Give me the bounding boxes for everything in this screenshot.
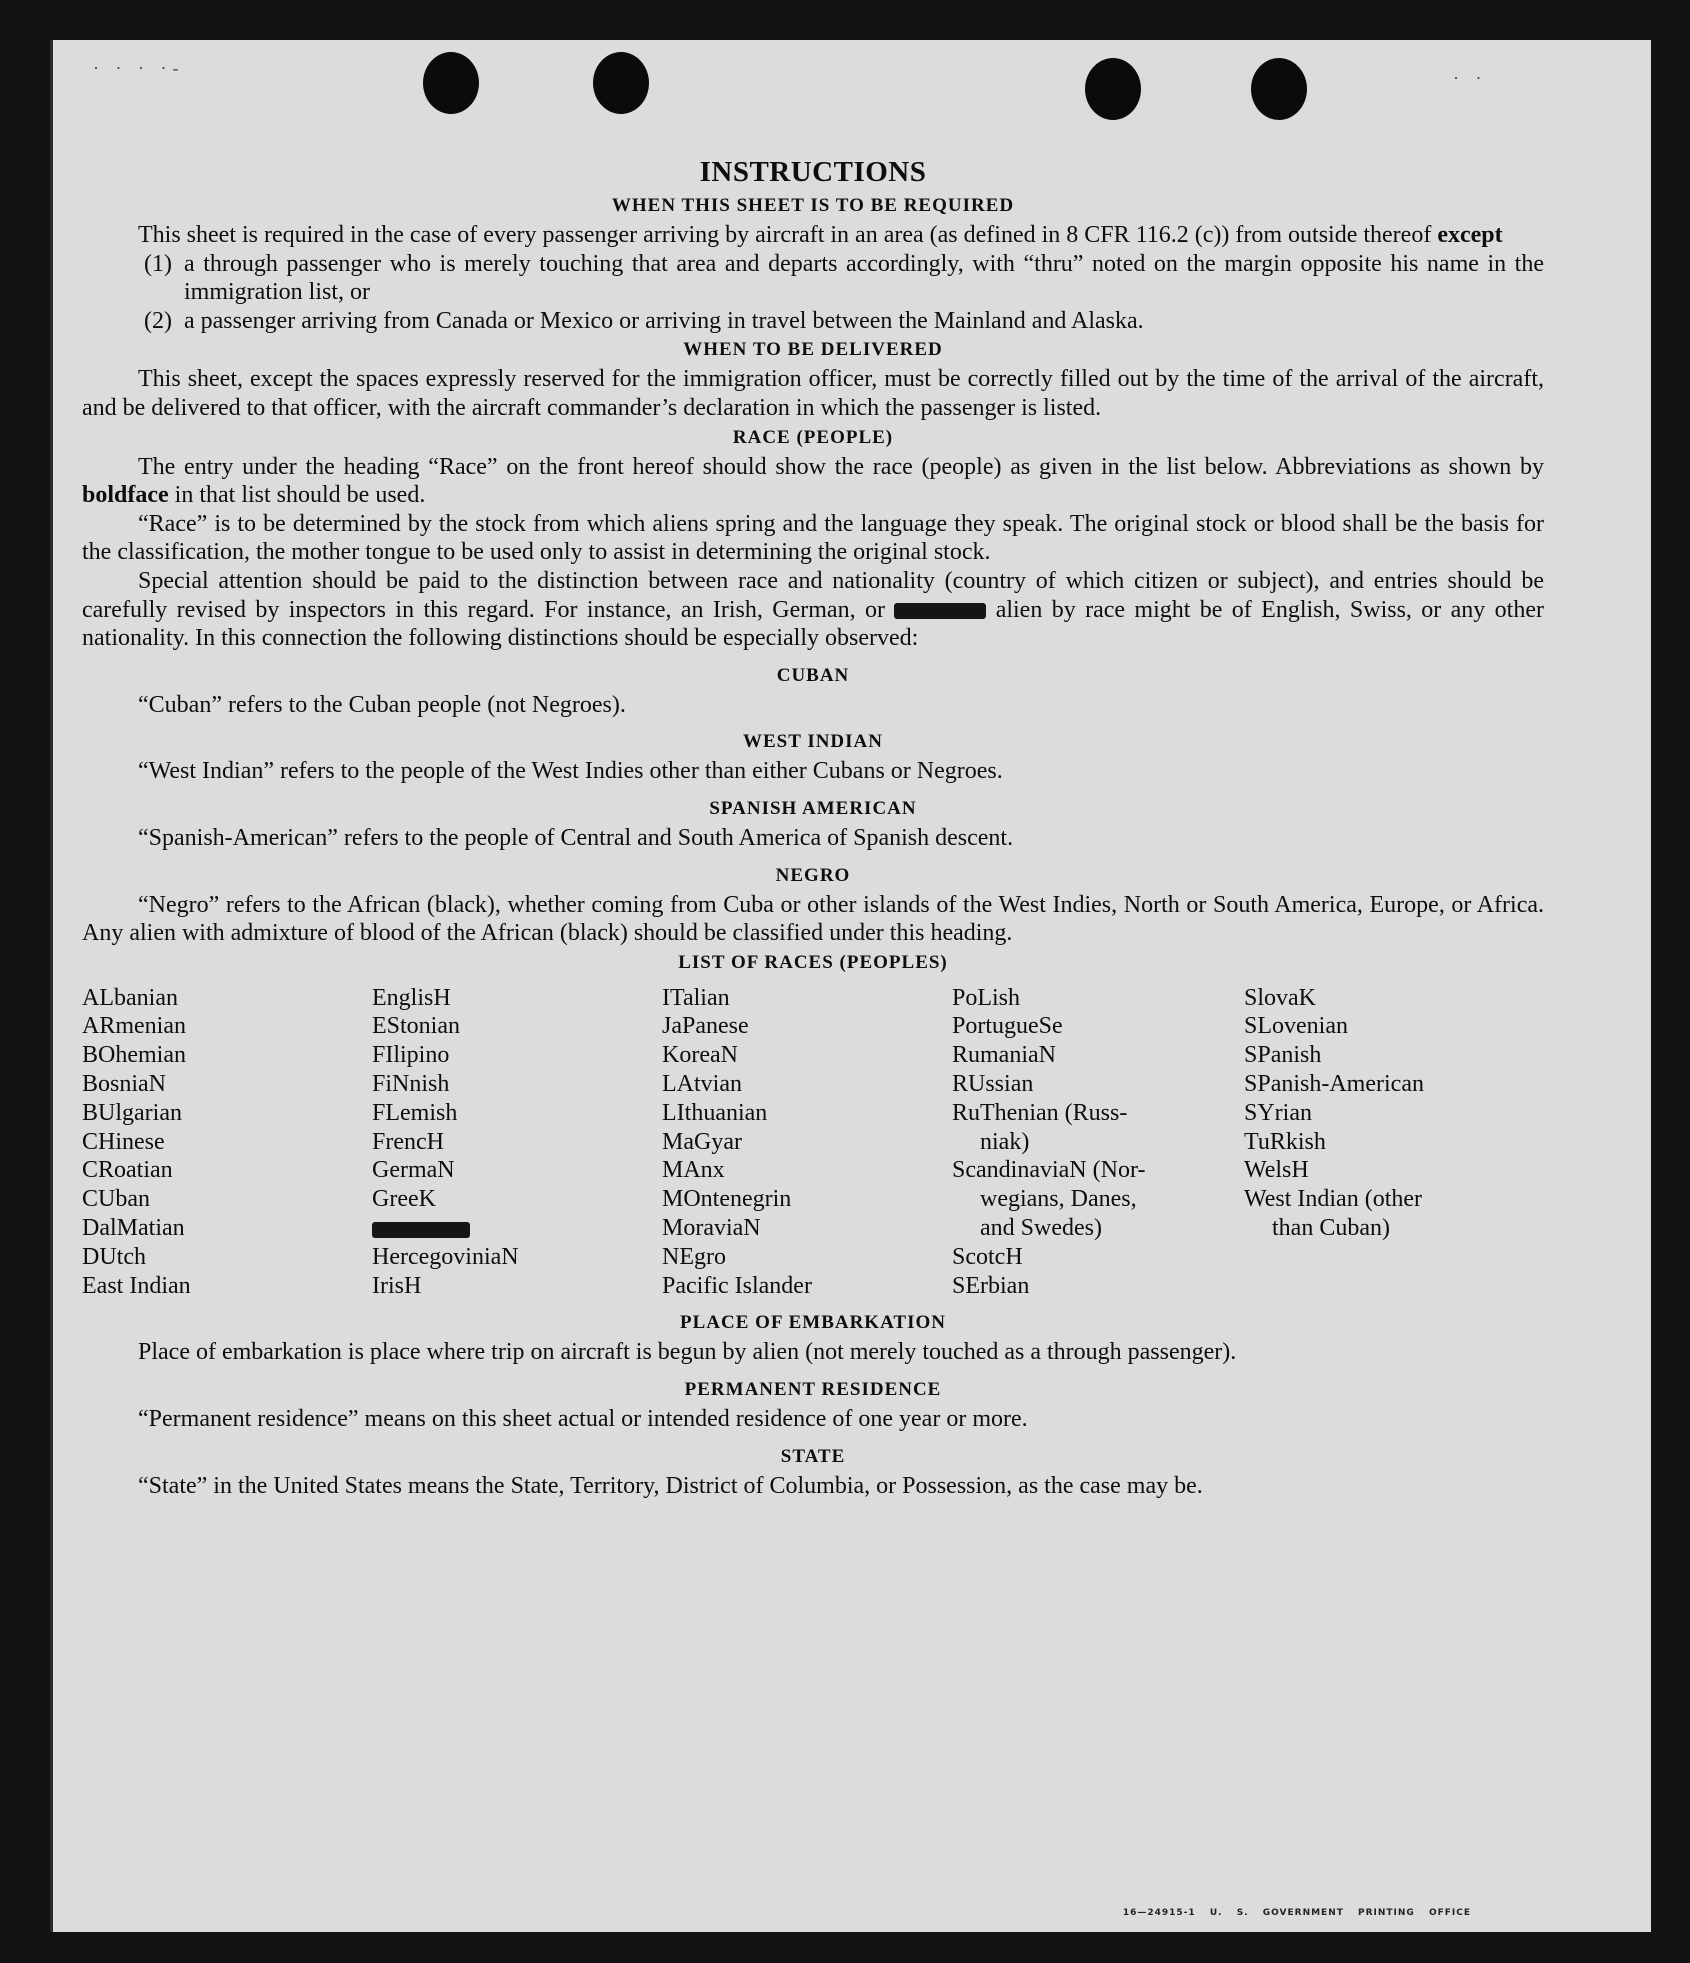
race-item: DUtch [82, 1243, 146, 1270]
race-item: EnglisH [372, 984, 451, 1011]
race-item: ALbanian [82, 984, 178, 1011]
paragraph-when-delivered: This sheet, except the spaces expressly reserved for the immigration officer, must be correctly filled out by the time of the arrival of the aircraft, and be delivered to that officer, with the aircraft commander’s declaration in which the passenger is listed. [82, 366, 1544, 421]
race-item: TuRkish [1244, 1128, 1326, 1155]
race-item: MoraviaN [662, 1215, 761, 1242]
print-footer [1123, 1908, 1471, 1918]
list-item [82, 307, 1544, 336]
races-column [1244, 984, 1544, 1301]
race-item: LAtvian [662, 1071, 742, 1098]
race-item: PoLish [952, 984, 1021, 1011]
race-item: ScotcH [952, 1243, 1023, 1270]
page-title: INSTRUCTIONS [699, 156, 927, 188]
races-column [952, 984, 1244, 1301]
paper-specks: · · · ·- [93, 58, 185, 78]
race-item: WelsH [1244, 1157, 1309, 1184]
race-item: East Indian [82, 1272, 191, 1299]
race-item-continuation: and Swedes) [980, 1215, 1102, 1242]
race-item: BosniaN [82, 1071, 166, 1098]
race-item: MaGyar [662, 1128, 742, 1155]
race-item: CHinese [82, 1128, 165, 1155]
races-table [82, 984, 1544, 1301]
heading-list-of-races: LIST OF RACES (PEOPLES) [678, 951, 948, 973]
race-item: West Indian (other [1244, 1186, 1423, 1213]
heading-permanent-residence: PERMANENT RESIDENCE [684, 1379, 942, 1401]
heading-race: RACE (PEOPLE) [732, 426, 894, 448]
race-item: GermaN [372, 1157, 455, 1184]
race-item: JaPanese [662, 1013, 749, 1040]
paper-specks: · · [1453, 68, 1488, 88]
heading-embarkation: PLACE OF EMBARKATION [680, 1312, 946, 1334]
heading-when-delivered: WHEN TO BE DELIVERED [683, 339, 943, 361]
race-item-continuation: wegians, Danes, [980, 1186, 1137, 1213]
race-item: ScandinaviaN (Nor- [952, 1157, 1146, 1184]
heading-west-indian: WEST INDIAN [743, 731, 883, 753]
race-item-continuation: niak) [980, 1128, 1030, 1155]
text: in that list should be used. [174, 482, 426, 509]
race-item: SErbian [952, 1272, 1030, 1299]
races-column [82, 984, 372, 1301]
document-page [50, 40, 1651, 1932]
list-number: (2) [144, 307, 172, 334]
instructions-body [82, 155, 1544, 1500]
race-item: KoreaN [662, 1042, 738, 1069]
paragraph-west-indian: “West Indian” refers to the people of the West Indies other than either Cubans or Negroes. [138, 758, 1003, 785]
paragraph-when-required [82, 221, 1544, 250]
paragraph-permanent-residence: “Permanent residence” means on this sheet actual or intended residence of one year or more. [138, 1406, 1028, 1433]
bold-text: boldface [82, 482, 169, 509]
race-item: ITalian [662, 984, 730, 1011]
punch-hole [593, 52, 649, 114]
paragraph-cuban: “Cuban” refers to the Cuban people (not Negroes). [138, 691, 626, 718]
bold-text: except [1437, 222, 1503, 248]
list-number: (1) [144, 250, 172, 277]
race-item: SLovenian [1244, 1013, 1348, 1040]
race-item: FIlipino [372, 1042, 450, 1069]
text: Special attention should be paid to the distinction between race and nationality (country of which citizen or subject), and entries should be carefully revised by inspectors in this regard. For instance, an Irish, German, or [82, 567, 1544, 623]
race-item: LIthuanian [662, 1099, 768, 1126]
punch-hole [423, 52, 479, 114]
paragraph-negro: “Negro” refers to the African (black), whether coming from Cuba or other islands of the West Indies, North or South America, Europe, or Africa. Any alien with admixture of blood of the African (black) should be classified under this heading. [82, 891, 1544, 947]
heading-cuban: CUBAN [776, 664, 850, 686]
race-item: CUban [82, 1186, 150, 1213]
form-number: 16—24915-1 [1122, 1908, 1196, 1918]
race-item: MAnx [662, 1157, 725, 1184]
race-item: DalMatian [82, 1215, 185, 1242]
heading-negro: NEGRO [775, 864, 851, 886]
heading-spanish-american: SPANISH AMERICAN [709, 797, 917, 819]
punch-hole [1251, 58, 1307, 120]
paragraph-race-2: “Race” is to be determined by the stock from which aliens spring and the language they speak. The original stock or blood shall be the basis for the classification, the mother tongue to be used only to assist in determining the original stock. [82, 510, 1544, 566]
race-item-redacted [372, 1214, 662, 1243]
race-item: RumaniaN [952, 1042, 1056, 1069]
race-item: BUlgarian [82, 1099, 182, 1126]
punch-hole [1085, 58, 1141, 120]
list-text: a passenger arriving from Canada or Mexico or arriving in travel between the Mainland and Alaska. [184, 307, 1144, 334]
race-item: SlovaK [1244, 984, 1316, 1011]
redaction-mark [372, 1222, 470, 1238]
races-column [662, 984, 952, 1301]
race-item: EStonian [372, 1013, 460, 1040]
race-item-continuation: than Cuban) [1272, 1215, 1390, 1242]
paragraph-state: “State” in the United States means the State, Territory, District of Columbia, or Possession, as the case may be. [138, 1472, 1203, 1499]
race-item: MOntenegrin [662, 1186, 792, 1213]
races-column [372, 984, 662, 1301]
text: alien by race might be of English, Swiss, or any other nationality. In this connection the following distinctions should be especially observed: [82, 596, 1544, 652]
list-text: a through passenger who is merely touching that area and departs accordingly, with “thru” noted on the margin opposite his name in the immigration list, or [184, 250, 1544, 306]
race-item: SPanish [1244, 1042, 1322, 1069]
paragraph-race-3 [82, 567, 1544, 653]
race-item: SPanish-American [1244, 1071, 1424, 1098]
race-item: PortugueSe [952, 1013, 1063, 1040]
race-item: FrencH [372, 1128, 444, 1155]
heading-when-required: WHEN THIS SHEET IS TO BE REQUIRED [611, 195, 1015, 216]
race-item: FiNnish [372, 1071, 450, 1098]
race-item: HercegoviniaN [372, 1243, 519, 1270]
race-item: RUssian [952, 1071, 1034, 1098]
text: The entry under the heading “Race” on the front hereof should show the race (people) as given in the list below. Abbreviations as shown by [138, 453, 1544, 480]
race-item: RuThenian (Russ- [952, 1099, 1128, 1126]
race-item: GreeK [372, 1186, 436, 1213]
paragraph-race-1 [82, 453, 1544, 510]
redaction-mark [894, 603, 986, 619]
race-item: BOhemian [82, 1042, 186, 1069]
paragraph-spanish-american: “Spanish-American” refers to the people of Central and South America of Spanish descent. [138, 824, 1014, 851]
list-item [82, 250, 1544, 307]
race-item: ARmenian [82, 1013, 186, 1040]
race-item: CRoatian [82, 1157, 173, 1184]
paragraph-embarkation: Place of embarkation is place where trip on aircraft is begun by alien (not merely touched as a through passenger). [138, 1339, 1237, 1366]
printer-credit: U. S. GOVERNMENT PRINTING OFFICE [1209, 1908, 1471, 1918]
race-item: FLemish [372, 1099, 458, 1126]
race-item: Pacific Islander [662, 1272, 812, 1299]
race-item: SYrian [1244, 1099, 1312, 1126]
race-item: IrisH [372, 1272, 422, 1299]
heading-state: STATE [780, 1445, 846, 1467]
race-item: NEgro [662, 1243, 726, 1270]
text: This sheet is required in the case of every passenger arriving by aircraft in an area (as defined in 8 CFR 116.2 (c)) from outside thereof [138, 222, 1432, 248]
